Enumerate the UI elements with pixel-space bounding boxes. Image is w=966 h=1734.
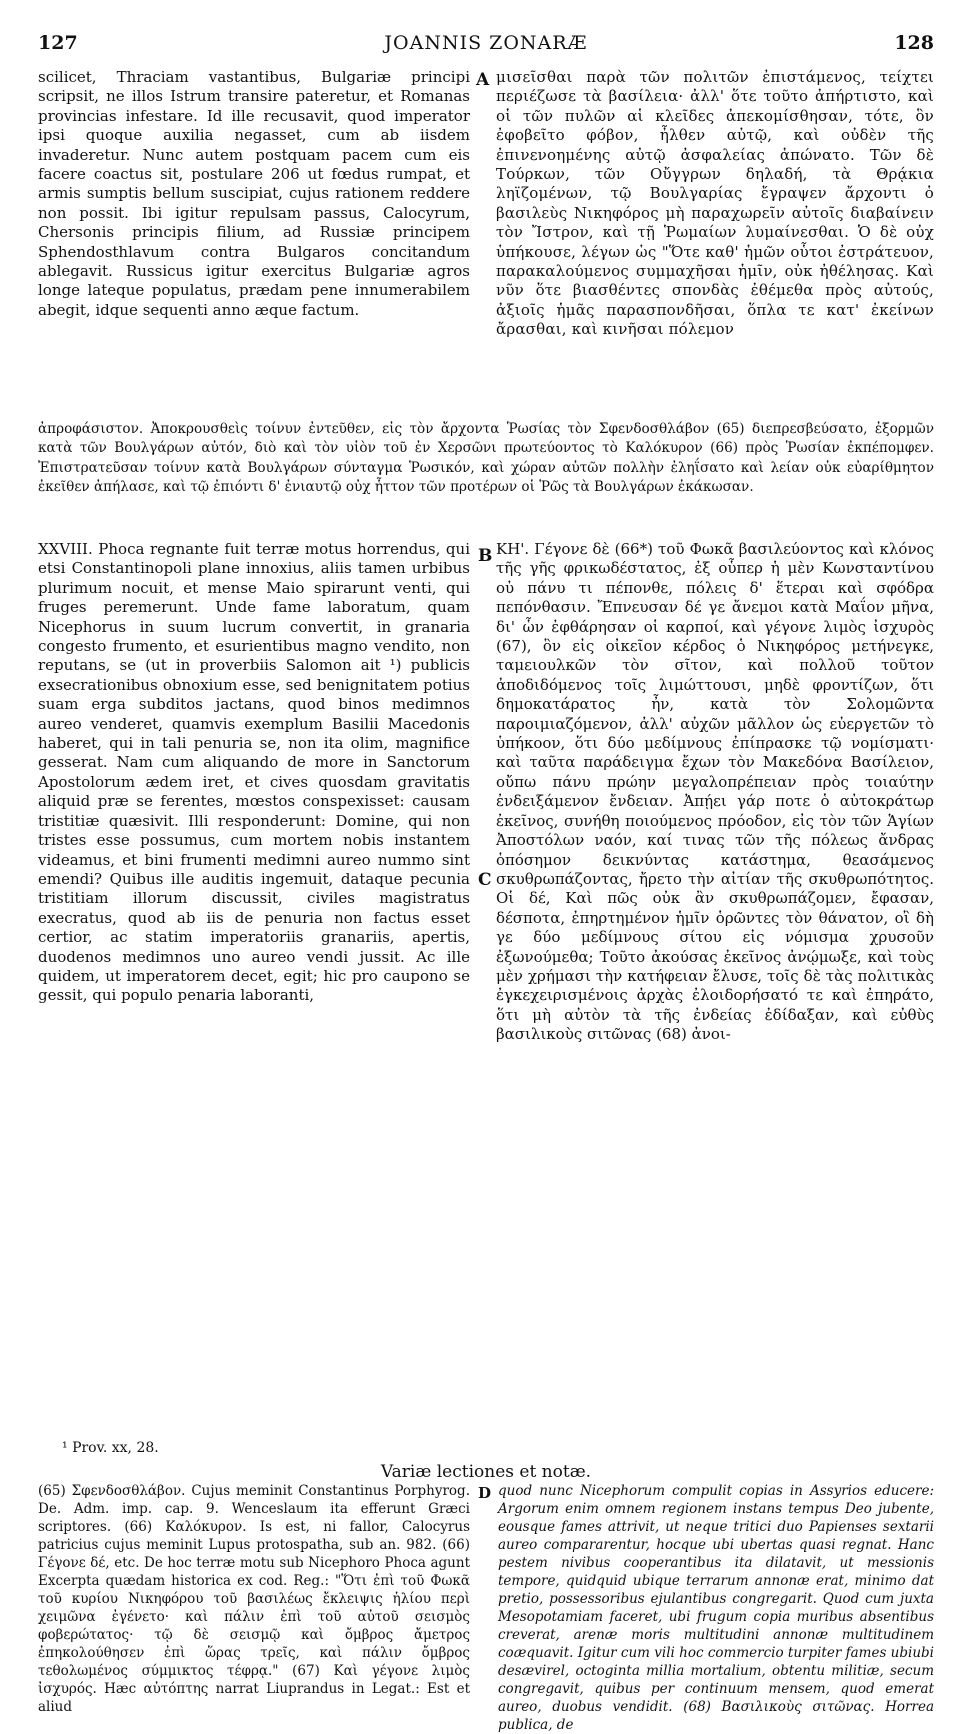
running-title: JOANNIS ZONARÆ bbox=[384, 32, 588, 54]
notes-right-text: quod nunc Nicephorum compulit copias in Assyrios educere: Argorum enim omnem regionem instans tempus Deo jubente, eousque fames attrivit, ut neque tritici duo Papienses sextarii aureo compararentur, hocque ubi ubertas quasi regnat. Hanc pestem nivibus cooperantibus ita dilatavit, ut messionis tempore, quidquid ubique terrarum annonæ erat, minimo dat pretio, possessoribus ejulantibus congregarit. Quod cum juxta Mesopotamiam faceret, ubi frugum copia muribus absentibus creverat, arenæ moris multitudini annonæ multitudinem coæquavit. Igitur cum vili hoc commercio turpiter fames ubiubi desævirel, octoginta millia mortalium, obtentu militiæ, secum congregavit, quibus per continuum mensem, quod emerat aureo, duobus vendidit. (68) Βασιλικοὺς σιτῶνας. Horrea publica, de bbox=[498, 1483, 934, 1733]
latin-paragraph-main: XXVIII. Phoca regnante fuit terræ motus horrendus, qui etsi Constantinopoli plane innoxius, aliis tamen urbibus plurimum nocuit, et mense Maio spirarunt venti, qui fruges peremerunt. Unde fame laboratum, quam Nicephorus in suum lucrum convertit, in granaria congesto frumento, et esurientibus magno vendito, non reputans, se (ut in proverbiis Salomon ait ¹) publicis exsecrationibus obnoxium esse, sed benignitatem potius suam erga subditos jactans, quod binos medimnos aureo venderet, quamvis exemplum Basilii Macedonis haberet, qui in tali penuria se, non ita olim, magnifice gesserat. Nam cum aliquando de more in Sanctorum Apostolorum ædem iret, et cives quosdam gravitatis aliquid præ se ferentes, mœstos conspexisset: causam tristitiæ quæsivit. Illi responderunt: Domine, qui non tristes esse possumus, cum mortem nobis instantem videamus, et bini frumenti medimni aureo nummo sint emendi? Quibus ille auditis ingemuit, dataque pecunia tristitiam illorum discussit, civiles magistratus execratus, quod ab iis de penuria non factus esset certior, ac statim imperatoriis granariis, apertis, duodenos medimnos uno aureo vendi jussit. Ac ille quidem, ut imperatorem decet, egit; hic pro caupono se gessit, qui populo penaria laboranti, bbox=[38, 540, 470, 1005]
page-number-right: 128 bbox=[894, 32, 934, 54]
notes-right-column bbox=[498, 1482, 934, 1733]
margin-marker-d: D bbox=[478, 1484, 492, 1502]
notes-left-text: (65) Σφενδοσθλάβον. Cujus meminit Constantinus Porphyrog. De. Adm. imp. cap. 9. Wenceslaum ita efferunt Græci scriptores. (66) Καλόκυρον. Is est, ni fallor, Calocyrus patricius cujus meminit Lupus protospatha, sub an. 982. (66) Γέγονε δέ, etc. De hoc terræ motu sub Nicephoro Phoca agunt Excerpta quædam historica ex cod. Reg.: "Ὅτι ἐπὶ τοῦ Φωκᾶ τοῦ κυρίου Νικηφόρου τοῦ βασιλέως ἔκλειψις ἡλίου περὶ χειμῶνα ἐγένετο· καὶ πάλιν ἐπὶ τοῦ αὐτοῦ σεισμὸς φοβερώτατος· τῷ δὲ σεισμῷ καὶ ὄμβρος ἄμετρος ἐπηκολούθησεν ἐπὶ ὥρας τρεῖς, καὶ πάλιν ὄμβρος τεθολωμένος σύμμικτος τέφρᾳ." (67) Καὶ γέγονε λιμὸς ἰσχυρός. Hæc αὐτόπτης narrat Liuprandus in Legat.: Est et aliud bbox=[38, 1483, 470, 1715]
page-number-left: 127 bbox=[38, 32, 78, 54]
notes-left-column bbox=[38, 1482, 470, 1715]
latin-column-top bbox=[38, 68, 470, 398]
latin-column-main bbox=[38, 540, 470, 1435]
greek-paragraph-top: μισεῖσθαι παρὰ τῶν πολιτῶν ἐπιστάμενος, τείχτει περιέζωσε τὰ βασίλεια· ἀλλ' ὅτε τοῦτο ἀπήρτιστο, καὶ οἱ τῶν πυλῶν αἱ κλεῖδες ἀπεκομίσθησαν, τότε, ὃν ἐφοβεῖτο φόβον, ἦλθεν αὐτῷ, καὶ οὐδὲν τῆς ἐπινενοημένης αὐτῷ ἀσφαλείας ἀπώνατο. Τῶν δὲ Τούρκων, τῶν Οὔγγρων δηλαδή, τὰ Θρᾴκια ληϊζομένων, τῷ Βουλγαρίας ἔγραψεν ἄρχοντι ὁ βασιλεὺς Νικηφόρος μὴ παραχωρεῖν αὐτοῖς διαβαίνειν τὸν Ἴστρον, καὶ τῇ Ῥωμαίων λυμαίνεσθαι. Ὁ δὲ οὐχ ὑπήκουσε, λέγων ὡς "Ὅτε καθ' ἡμῶν οὗτοι ἐστράτευον, παρακαλούμενος συμμαχῆσαι ἡμῖν, οὐκ ἠθέλησας. Καὶ νῦν ὅτε βιασθέντες σπονδὰς ἐθέμεθα πρὸς αὐτούς, ἀξιοῖς ἡμᾶς παρασπονδῆσαι, ὅπλα τε κατ' ἐκείνων ἄρασθαι, καὶ κινῆσαι πόλεμον bbox=[496, 68, 934, 339]
margin-marker-b: B bbox=[478, 546, 493, 566]
margin-marker-a: A bbox=[476, 70, 490, 90]
greek-full-paragraph: ἀπροφάσιστον. Ἀποκρουσθεὶς τοίνυν ἐντεῦθεν, εἰς τὸν ἄρχοντα Ῥωσίας τὸν Σφενδοσθλάβον (65) διεπρεσβεύσατο, ἐξορμῶν κατὰ τῶν Βουλγάρων αὐτόν, διὸ καὶ τὸν υἱὸν τοῦ ἐν Χερσῶνι πρωτεύοντος τὸ Καλόκυρον (66) πρὸς Ῥωσίαν ἐκπέπομφεν. Ἐπιστρατεῦσαν τοίνυν κατὰ Βουλγάρων σύνταγμα Ῥωσικόν, καὶ χώραν αὐτῶν πολλὴν ἐληΐσατο καὶ λείαν οὐκ εὐαρίθμητον ἐκεῖθεν ἀπήλασε, καὶ τῷ ἐπιόντι δ' ἐνιαυτῷ οὐχ ἧττον τῶν προτέρων οἱ Ῥῶς τὰ Βουλγάρων ἐκάκωσαν. bbox=[38, 421, 934, 496]
margin-marker-c: C bbox=[478, 870, 492, 890]
notes-heading: Variæ lectiones et notæ. bbox=[380, 1462, 592, 1482]
greek-paragraph-main: ΚΗ'. Γέγονε δὲ (66*) τοῦ Φωκᾶ βασιλεύοντος καὶ κλόνος τῆς γῆς φρικωδέστατος, ἐξ οὗπερ ἡ μὲν Κωνσταντίνου οὐ πάνυ τι πέπονθε, πόλεις δ' ἕτεραι καὶ σφόδρα πεπόνθασιν. Ἔπνευσαν δέ γε ἄνεμοι κατὰ Μαΐον μῆνα, δι' ὧν ἐφθάρησαν οἱ καρποί, καὶ γέγονε λιμὸς ἰσχυρὸς (67), ὃν εἰς οἰκεῖον κέρδος ὁ Νικηφόρος μετήνεγκε, ταμειουλκῶν τὸν σῖτον, καὶ πολλοῦ τοῦτον ἀποδιδόμενος τοῖς λιμώττουσι, μηδὲ φροντίζων, ὅτι δημοκατάρατος ἦν, κατὰ τὸν Σολομῶντα παροιμιαζόμενον, ἀλλ' αὐχῶν μᾶλλον ὡς εὐεργετῶν τὸ ὑπήκοον, ὅτι δύο μεδίμνους ἐπίπρασκε τῷ νομίσματι· καὶ ταῦτα παράδειγμα ἔχων τὸν Μακεδόνα Βασίλειον, οὔπω πάνυ πρώην μεγαλοπρέπειαν πρὸς τοιαύτην ἐνδειξάμενον ἔνδειαν. Ἀπῄει γάρ ποτε ὁ αὐτοκράτωρ ἐκεῖνος, συνήθη ποιούμενος πρόοδον, εἰς τὸν τῶν Ἁγίων Ἀποστόλων ναόν, καί τινας τῶν τῆς πόλεως ἄνδρας ὁπόσημον δεικνύντας κατάστημα, θεασάμενος σκυθρωπάζοντας, ἤρετο τὴν αἰτίαν τῆς σκυθρωπότητος. Οἱ δέ, Καὶ πῶς οὐκ ἂν σκυθρωπάζομεν, ἔφασαν, δέσποτα, ἐπηρτημένον ἡμῖν ὁρῶντες τὸν θάνατον, οἳ δὴ γε δύο μεδίμνους σίτου εἰς νόμισμα χρυσοῦν ἐξωνούμεθα; Τοῦτο ἀκούσας ἐκεῖνος ἀνῴμωξε, καὶ τοὺς μὲν χρήμασι τὴν κατήφειαν ἔλυσε, τοῖς δὲ τὰς πολιτικὰς ἐγκεχειρισμένοις ἀρχὰς ἐλοιδορήσατό τε καὶ ἐπηράτο, ὅτι μὴ αὐτὸν τὰ τῆς ἐνδείας ἐδίδαξαν, καὶ εὐθὺς βασιλικοὺς σιτῶνας (68) ἀνοι- bbox=[496, 540, 934, 1044]
footnote: ¹ Prov. xx, 28. bbox=[62, 1440, 159, 1456]
greek-column-top bbox=[496, 68, 934, 420]
latin-paragraph-top: scilicet, Thraciam vastantibus, Bulgariæ principi scripsit, ne illos Istrum transire pateretur, et Romanas provincias infestare. Id ille recusavit, quod imperator ipsi quoque auxilia negasset, cum ab iisdem invaderetur. Nunc autem postquam pacem cum eis facere coactus sit, postulare 206 ut fœdus rumpat, et armis sumptis bellum suscipiat, cujus rationem reddere non possit. Ibi igitur repulsam passus, Calocyrum, Chersonis principis filium, ad Russiæ principem Sphendosthlavum contra Bulgaros concitandum ablegavit. Russicus igitur exercitus Bulgariæ agros longe lateque populatus, prædam pene innumerabilem abegit, idque sequenti anno æque factum. bbox=[38, 68, 470, 319]
greek-full-width-text bbox=[38, 420, 934, 518]
greek-column-main bbox=[496, 540, 934, 1435]
document-page bbox=[38, 30, 934, 1733]
page-header bbox=[38, 30, 934, 60]
